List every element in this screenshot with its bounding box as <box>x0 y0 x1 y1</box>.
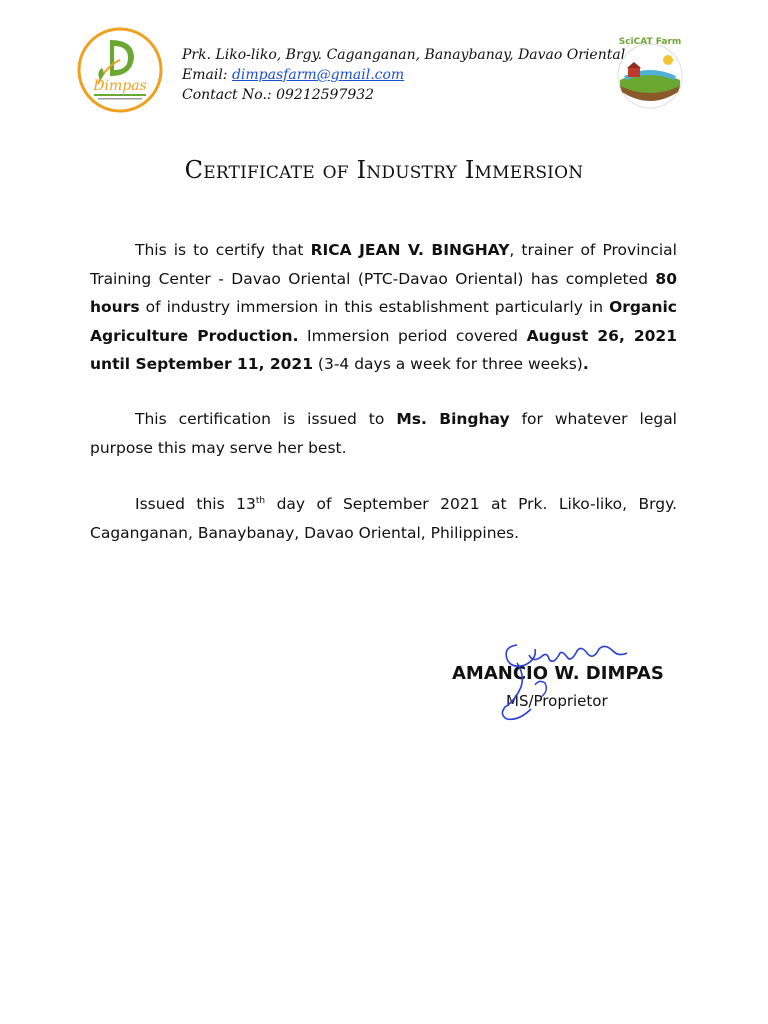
email-link[interactable]: dimpasfarm@gmail.com <box>231 67 405 83</box>
issuance-paragraph: Issued this 13th day of September 2021 at Prk. Liko-liko, Brgy. Caganganan, Banaybanay, Davao Oriental, Philippines. <box>90 495 677 542</box>
address-line: Prk. Liko-liko, Brgy. Caganganan, Banaybanay, Davao Oriental <box>182 47 626 63</box>
purpose-paragraph: This certification is issued to Ms. Binghay for whatever legal purpose this may serve her best. <box>90 410 677 457</box>
letterhead <box>182 45 625 105</box>
handwritten-signature <box>495 635 630 725</box>
certificate-title: Certificate of Industry Immersion <box>184 156 584 184</box>
svg-text:Dimpas: Dimpas <box>93 78 147 94</box>
hours-completed: 80 hours <box>90 269 677 316</box>
email-line <box>182 65 625 85</box>
contact-label: Contact No.: <box>182 87 272 103</box>
immersion-field: Organic Agriculture Production. <box>90 298 677 345</box>
dimpas-farm-logo <box>76 26 164 114</box>
recipient-name: Ms. Binghay <box>396 410 510 428</box>
contact-line <box>182 85 625 105</box>
svg-text:SciCAT Farm: SciCAT Farm <box>618 37 682 47</box>
signatory-role: MS/Proprietor <box>506 692 608 710</box>
immersion-period: August 26, 2021 until September 11, 2021 <box>90 326 677 373</box>
scicat-farm-logo <box>608 30 692 114</box>
certification-paragraph: This is to certify that RICA JEAN V. BINGHAY, trainer of Provincial Training Center - Davao Oriental (PTC-Davao Oriental) has completed 80 hours of industry immersion in this establishment particularly in Organic Agriculture Production. Immersion period covered August 26, 2021 until September 11, 2021 (3-4 days a week for three weeks). <box>90 241 677 373</box>
email-label: Email: <box>182 67 228 83</box>
contact-number: 09212597932 <box>276 87 375 103</box>
trainee-name: RICA JEAN V. BINGHAY <box>310 241 510 259</box>
signatory-name: AMANCIO W. DIMPAS <box>452 663 664 684</box>
